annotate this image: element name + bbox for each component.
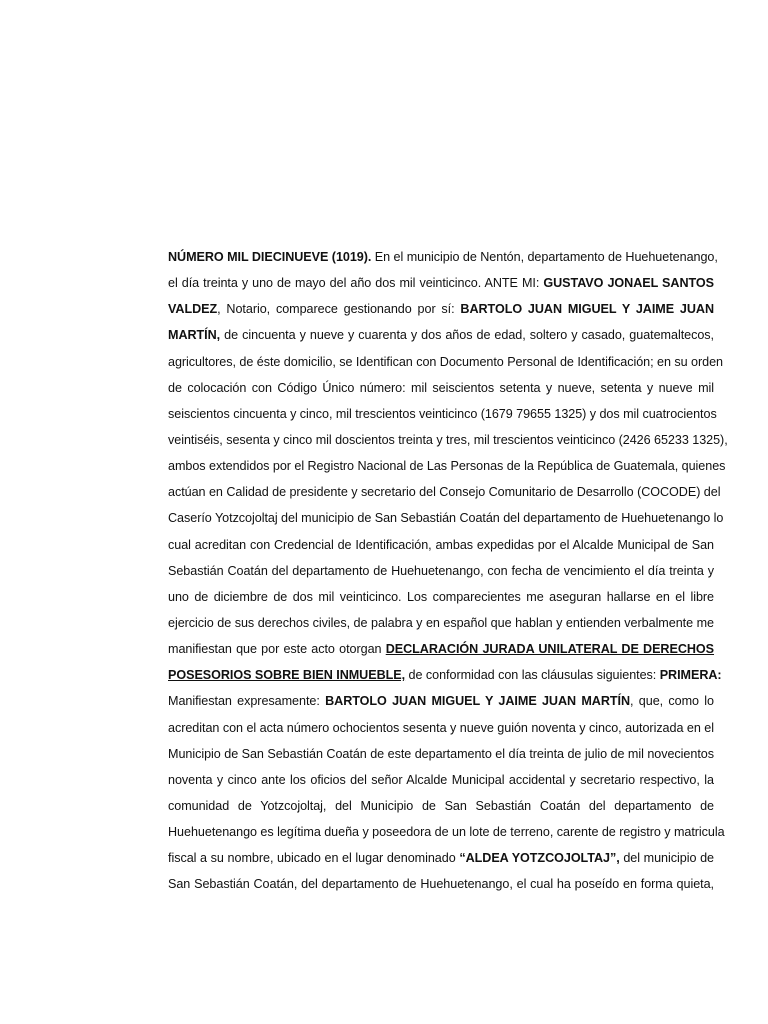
text-run: San Sebastián Coatán, del departamento de Huehuetenango, el cual ha poseído en forma quieta, bbox=[168, 877, 714, 892]
text-line bbox=[168, 793, 714, 819]
text-line bbox=[168, 845, 714, 871]
text-line bbox=[168, 296, 714, 322]
text-run: PRIMERA: bbox=[659, 668, 722, 683]
text-line bbox=[168, 505, 724, 531]
text-line bbox=[168, 584, 714, 610]
text-run: , que, como lo bbox=[630, 694, 714, 709]
text-run: Caserío Yotzcojoltaj del municipio de San Sebastián Coatán del departamento de Huehuetenango lo bbox=[168, 511, 724, 526]
text-run: Huehuetenango es legítima dueña y poseedora de un lote de terreno, carente de registro y matricula bbox=[168, 825, 725, 840]
text-run: Sebastián Coatán del departamento de Huehuetenango, con fecha de vencimiento el día treinta y bbox=[168, 563, 714, 578]
text-line bbox=[168, 322, 714, 348]
text-run: GUSTAVO JONAEL SANTOS bbox=[543, 276, 714, 291]
text-run: MARTÍN, bbox=[168, 328, 221, 343]
text-run: “ALDEA YOTZCOJOLTAJ”, bbox=[459, 851, 620, 866]
text-line bbox=[168, 767, 714, 793]
text-run: agricultores, de éste domicilio, se Identifican con Documento Personal de Identificación; en su orden bbox=[168, 354, 723, 369]
text-line bbox=[168, 610, 714, 636]
text-run: seiscientos cincuenta y cinco, mil trescientos veinticinco (1679 79655 1325) y dos mil cuatrocientos bbox=[168, 406, 717, 421]
text-run: de conformidad con las cláusulas siguientes: bbox=[405, 668, 660, 683]
text-run: de cincuenta y nueve y cuarenta y dos años de edad, soltero y casado, guatemaltecos, bbox=[220, 328, 714, 343]
text-line bbox=[168, 244, 718, 270]
text-run: cual acreditan con Credencial de Identificación, ambas expedidas por el Alcalde Municipal de San bbox=[168, 537, 714, 552]
text-run: DECLARACIÓN JURADA UNILATERAL DE DERECHOS bbox=[385, 642, 715, 657]
text-run: VALDEZ bbox=[168, 302, 218, 317]
text-line bbox=[168, 715, 714, 741]
text-line bbox=[168, 558, 714, 584]
text-run: Manifiestan expresamente: bbox=[168, 694, 326, 709]
text-line bbox=[168, 871, 714, 897]
text-line bbox=[168, 349, 723, 375]
text-run: En el municipio de Nentón, departamento de Huehuetenango, bbox=[371, 250, 718, 264]
text-run: el día treinta y uno de mayo del año dos mil veinticinco. ANTE MI: bbox=[168, 276, 544, 291]
text-run: POSESORIOS SOBRE BIEN INMUEBLE, bbox=[168, 668, 406, 683]
text-line bbox=[168, 662, 722, 688]
text-run: BARTOLO JUAN MIGUEL Y JAIME JUAN bbox=[460, 302, 715, 317]
text-run: ambos extendidos por el Registro Nacional de Las Personas de la República de Guatemala, quienes bbox=[168, 459, 726, 474]
text-line bbox=[168, 427, 728, 453]
text-line bbox=[168, 532, 714, 558]
text-run: Municipio de San Sebastián Coatán de este departamento el día treinta de julio de mil novecientos bbox=[168, 746, 714, 761]
text-run: manifiestan que por este acto otorgan bbox=[168, 642, 386, 657]
text-run: actúan en Calidad de presidente y secretario del Consejo Comunitario de Desarrollo (COCODE) del bbox=[168, 485, 721, 500]
text-line bbox=[168, 453, 726, 479]
text-run: noventa y cinco ante los oficios del señor Alcalde Municipal accidental y secretario respectivo, la bbox=[168, 772, 714, 787]
text-line bbox=[168, 401, 717, 427]
text-run: veintiséis, sesenta y cinco mil doscientos treinta y tres, mil trescientos veinticinco (2426 65233 1325), bbox=[168, 432, 728, 447]
text-run: del municipio de bbox=[619, 851, 714, 866]
text-run: acreditan con el acta número ochocientos sesenta y nueve guión noventa y cinco, autorizada en el bbox=[168, 720, 714, 735]
text-line bbox=[168, 375, 714, 401]
text-run: uno de diciembre de dos mil veinticinco. Los comparecientes me aseguran hallarse en el libre bbox=[168, 589, 714, 604]
text-run: , Notario, comparece gestionando por sí: bbox=[217, 302, 461, 317]
text-run: NÚMERO MIL DIECINUEVE (1019). bbox=[168, 250, 372, 264]
text-line bbox=[168, 688, 714, 714]
text-run: comunidad de Yotzcojoltaj, del Municipio de San Sebastián Coatán del departamento de bbox=[168, 798, 714, 813]
deed-body-text bbox=[168, 244, 728, 898]
text-line bbox=[168, 819, 725, 845]
text-line bbox=[168, 270, 714, 296]
text-line bbox=[168, 636, 714, 662]
text-line bbox=[168, 479, 721, 505]
text-run: fiscal a su nombre, ubicado en el lugar denominado bbox=[168, 851, 460, 866]
text-line bbox=[168, 741, 714, 767]
text-run: BARTOLO JUAN MIGUEL Y JAIME JUAN MARTÍN bbox=[325, 694, 631, 709]
text-run: ejercicio de sus derechos civiles, de palabra y en español que hablan y entienden verbalmente me bbox=[168, 615, 714, 630]
text-run: de colocación con Código Único número: mil seiscientos setenta y nueve, setenta y nueve mil bbox=[168, 380, 714, 395]
